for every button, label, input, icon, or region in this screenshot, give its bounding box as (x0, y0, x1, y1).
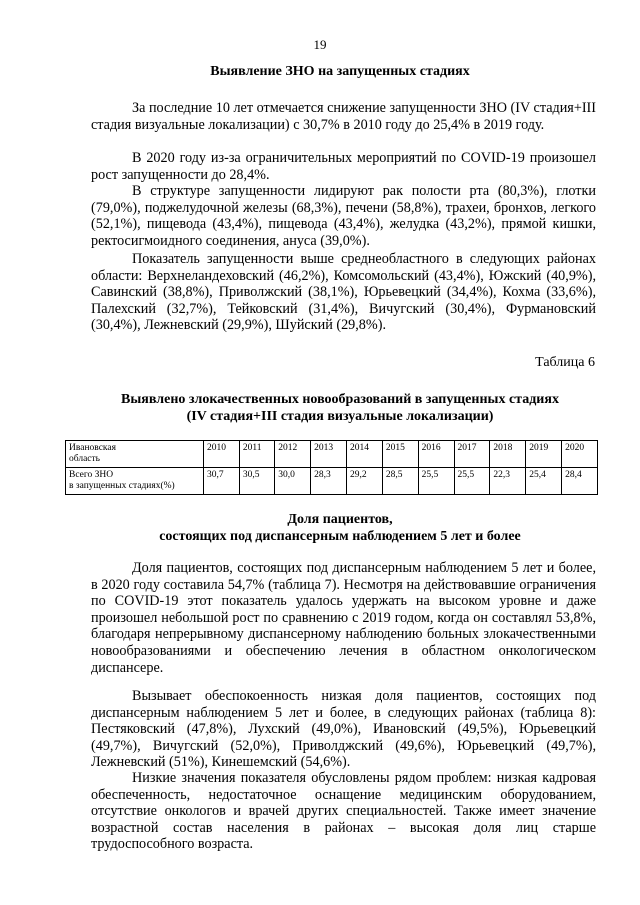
value-cell: 25,5 (454, 468, 490, 495)
section-title-late-stage: Выявление ЗНО на запущенных стадиях (210, 64, 470, 79)
year-cell: 2010 (204, 441, 240, 468)
table-number-label: Таблица 6 (535, 355, 595, 370)
year-cell: 2019 (526, 441, 562, 468)
year-cell: 2016 (418, 441, 454, 468)
paragraph: Вызывает обеспокоенность низкая доля пациентов, состоящих под диспансерным наблюдением 5 лет и более, в следующих районах (таблица 8): Пестяковский (47,8%), Лухский (49,0%), Ивановский (49,5%), Юрьевецкий (49,7%), Вичугский (52,0%), Приволджский (49,6%), Юрьевецкий (49,7%), Лежневский (51%), Кинешемский (54,6%). (91, 688, 596, 771)
header-label-line2: область (69, 454, 101, 464)
year-cell: 2015 (382, 441, 418, 468)
value-cell: 28,4 (562, 468, 598, 495)
paragraph: За последние 10 лет отмечается снижение запущенности ЗНО (IV стадия+III стадия визуальные локализации) с 30,7% в 2010 году до 25,4% в 2019 году. (91, 100, 597, 133)
table-header-label (66, 441, 204, 468)
value-cell: 30,7 (204, 468, 240, 495)
year-cell: 2011 (239, 441, 274, 468)
value-cell: 29,2 (346, 468, 382, 495)
value-cell: 28,5 (382, 468, 418, 495)
table-header-row (66, 441, 598, 468)
value-cell: 30,5 (239, 468, 274, 495)
paragraph: Низкие значения показателя обусловлены рядом проблем: низкая кадровая обеспеченность, недостаточное оснащение медицинским оборудованием, отсутствие онкологов и врачей других специальностей. Также имеет значение возрастной состав населения в районах – высокая доля лиц старше трудоспособного возраста. (91, 770, 596, 853)
year-cell: 2013 (311, 441, 347, 468)
value-cell: 25,5 (418, 468, 454, 495)
header-label-line1: Ивановская (69, 443, 116, 453)
year-cell: 2012 (275, 441, 311, 468)
value-cell: 28,3 (311, 468, 347, 495)
table-row (66, 468, 598, 495)
value-cell: 30,0 (275, 468, 311, 495)
table-title-line2: (IV стадия+III стадия визуальные локализации) (186, 409, 494, 424)
late-stage-table (65, 440, 598, 495)
page-number: 19 (313, 37, 327, 52)
year-cell: 2018 (490, 441, 526, 468)
paragraph: Доля пациентов, состоящих под диспансерным наблюдением 5 лет и более, в 2020 году составила 54,7% (таблица 7). Несмотря на действовавшие ограничения по COVID-19 этот показатель удалось удержать на высоком уровне и даже произошел небольшой рост по сравнению с 2019 годом, когда он составлял 53,8%, благодаря непрерывному диспансерному наблюдению больных злокачественными новообразованиями и обеспечению лечения в областном онкологическом диспансере. (91, 560, 596, 676)
year-cell: 2020 (562, 441, 598, 468)
paragraph: Показатель запущенности выше среднеобластного в следующих районах области: Верхнеландеховский (46,2%), Комсомольский (43,4%), Южский (40,9%), Савинский (38,8%), Приволжский (38,1%), Юрьевецкий (34,4%), Кохма (33,6%), Палехский (32,7%), Тейковский (31,4%), Вичугский (30,4%), Фурмановский (30,4%), Лежневский (29,9%), Шуйский (29,8%). (91, 251, 596, 334)
section-title-dispensary-line2: состоящих под диспансерным наблюдением 5 лет и более (159, 529, 521, 544)
paragraph: В 2020 году из-за ограничительных мероприятий по COVID-19 произошел рост запущенности до 28,4%. (91, 150, 596, 183)
row-label-line1: Всего ЗНО (69, 470, 114, 480)
row-label-line2: в запущенных стадиях(%) (69, 481, 175, 491)
year-cell: 2014 (346, 441, 382, 468)
section-title-dispensary-line1: Доля пациентов, (287, 512, 393, 527)
value-cell: 22,3 (490, 468, 526, 495)
table-title-line1: Выявлено злокачественных новообразований в запущенных стадиях (121, 392, 559, 407)
table-row-label (66, 468, 204, 495)
value-cell: 25,4 (526, 468, 562, 495)
year-cell: 2017 (454, 441, 490, 468)
paragraph: В структуре запущенности лидируют рак полости рта (80,3%), глотки (79,0%), поджелудочной железы (68,3%), печени (58,8%), трахеи, бронхов, легкого (52,1%), пищевода (43,4%), пищевода (43,4%), желудка (43,2%), прямой кишки, ректосигмоидного соединения, ануса (39,0%). (91, 183, 596, 249)
